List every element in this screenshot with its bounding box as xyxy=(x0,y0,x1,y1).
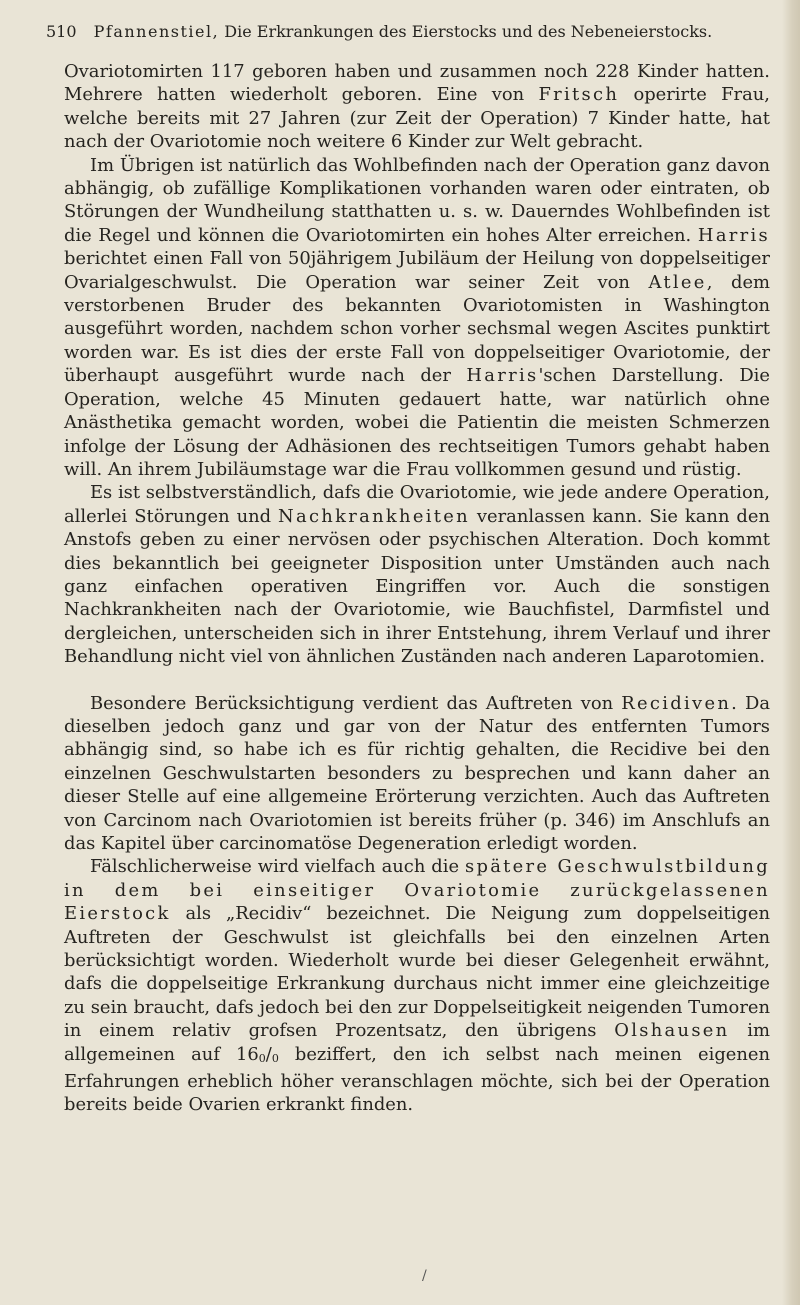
spaced-emphasis: Atlee xyxy=(648,271,707,293)
paragraph: Im Übrigen ist natürlich das Wohlbefinden nach der Operation ganz davon abhängig, ob zufällige Komplikationen vorhanden waren oder eintraten, ob Störungen der Wundheilung statthatten u. s. w. Dauerndes Wohlbefinden ist die Regel und können die Ovariotomirten ein hohes Alter erreichen. Harris berichtet einen Fall von 50jährigem Jubiläum der Heilung von doppelseitiger Ovarialgeschwulst. Die Operation war seiner Zeit von Atlee, dem verstorbenen Bruder des bekannten Ovariotomisten in Washington ausgeführt worden, nachdem schon vorher sechsmal wegen Ascites punktirt worden war. Es ist dies der erste Fall von doppelseitiger Ovariotomie, der überhaupt ausgeführt wurde nach der Harris'schen Darstellung. Die Operation, welche 45 Minuten gedauert hatte, war natürlich ohne Anästhetika gemacht worden, wobei die Patientin die meisten Schmerzen infolge der Lösung der Adhäsionen des rechtseitigen Tumors gehabt haben will. An ihrem Jubiläumstage war die Frau vollkommen gesund und rüstig. xyxy=(64,154,770,480)
subscript: 0 xyxy=(258,1051,266,1065)
spaced-emphasis: Harris xyxy=(697,224,770,246)
header-title: Die Erkrankungen des Eierstocks und des Nebeneierstocks. xyxy=(224,22,713,41)
spaced-emphasis: Harris xyxy=(466,365,539,387)
paragraph: Ovariotomirten 117 geboren haben und zusammen noch 228 Kinder hatten. Mehrere hatten wiederholt geboren. Eine von Fritsch operirte Frau, welche bereits mit 27 Jahren (zur Zeit der Operation) 7 Kinder hatte, hat nach der Ovariotomie noch weitere 6 Kinder zur Welt gebracht. xyxy=(64,61,770,153)
spaced-emphasis: Olshausen xyxy=(614,1020,730,1042)
body-text xyxy=(64,60,770,1117)
spaced-emphasis: Nachkrankheiten xyxy=(278,505,470,527)
subscript: 0 xyxy=(271,1051,279,1065)
stray-mark: / xyxy=(422,1268,427,1284)
running-header xyxy=(46,22,746,41)
page-edge-shadow xyxy=(782,0,800,1305)
paragraph: Besondere Berücksichtigung verdient das Auftreten von Recidiven. Da dieselben jedoch ganz und gar von der Natur des entfernten Tumors abhängig sind, so habe ich es für richtig gehalten, die Recidive bei den einzelnen Geschwulstarten besonders zu besprechen und kann daher an dieser Stelle auf eine allgemeine Erörterung verzichten. Auch das Auftreten von Carcinom nach Ovariotomien ist bereits früher (p. 346) im Anschlufs an das Kapitel über carcinomatöse Degeneration erledigt worden. xyxy=(64,692,770,854)
spaced-emphasis: spätere Geschwulstbildung in dem bei einseitiger Ovariotomie zurückgelassenen Eierstock xyxy=(64,856,771,925)
spaced-emphasis: Recidiven xyxy=(621,692,732,714)
paragraph: Es ist selbstverständlich, dafs die Ovariotomie, wie jede andere Operation, allerlei Störungen und Nachkrankheiten veranlassen kann. Sie kann den Anstofs geben zu einer nervösen oder psychischen Alteration. Doch kommt dies bekanntlich bei geeigneter Disposition unter Umständen auch nach ganz einfachen operativen Eingriffen vor. Auch die sonstigen Nachkrankheiten nach der Ovariotomie, wie Bauchfistel, Darmfistel und dergleichen, unterscheiden sich in ihrer Entstehung, ihrem Verlauf und ihrer Behandlung nicht viel von ähnlichen Zuständen nach anderen Laparotomien. xyxy=(64,482,770,668)
page-number: 510 xyxy=(46,22,77,41)
spaced-emphasis: Fritsch xyxy=(538,84,620,106)
paragraph: Fälschlicherweise wird vielfach auch die spätere Geschwulstbildung in dem bei einseitiger Ovariotomie zurückgelassenen Eierstock als „Recidiv“ bezeichnet. Die Neigung zum doppelseitigen Auftreten der Geschwulst ist gleichfalls bei den einzelnen Arten berücksichtigt worden. Wiederholt wurde bei dieser Gelegenheit erwähnt, dafs die doppelseitige Erkrankung durchaus nicht immer eine gleichzeitige zu sein braucht, dafs jedoch bei den zur Doppelseitigkeit neigenden Tumoren in einem relativ grofsen Prozentsatz, den übrigens Olshausen im allgemeinen auf 160/0 beziffert, den ich selbst nach meinen eigenen Erfahrungen erheblich höher veranschlagen möchte, sich bei der Operation bereits beide Ovarien erkrankt finden. xyxy=(64,856,771,1116)
header-author: Pfannenstiel, xyxy=(93,22,220,41)
